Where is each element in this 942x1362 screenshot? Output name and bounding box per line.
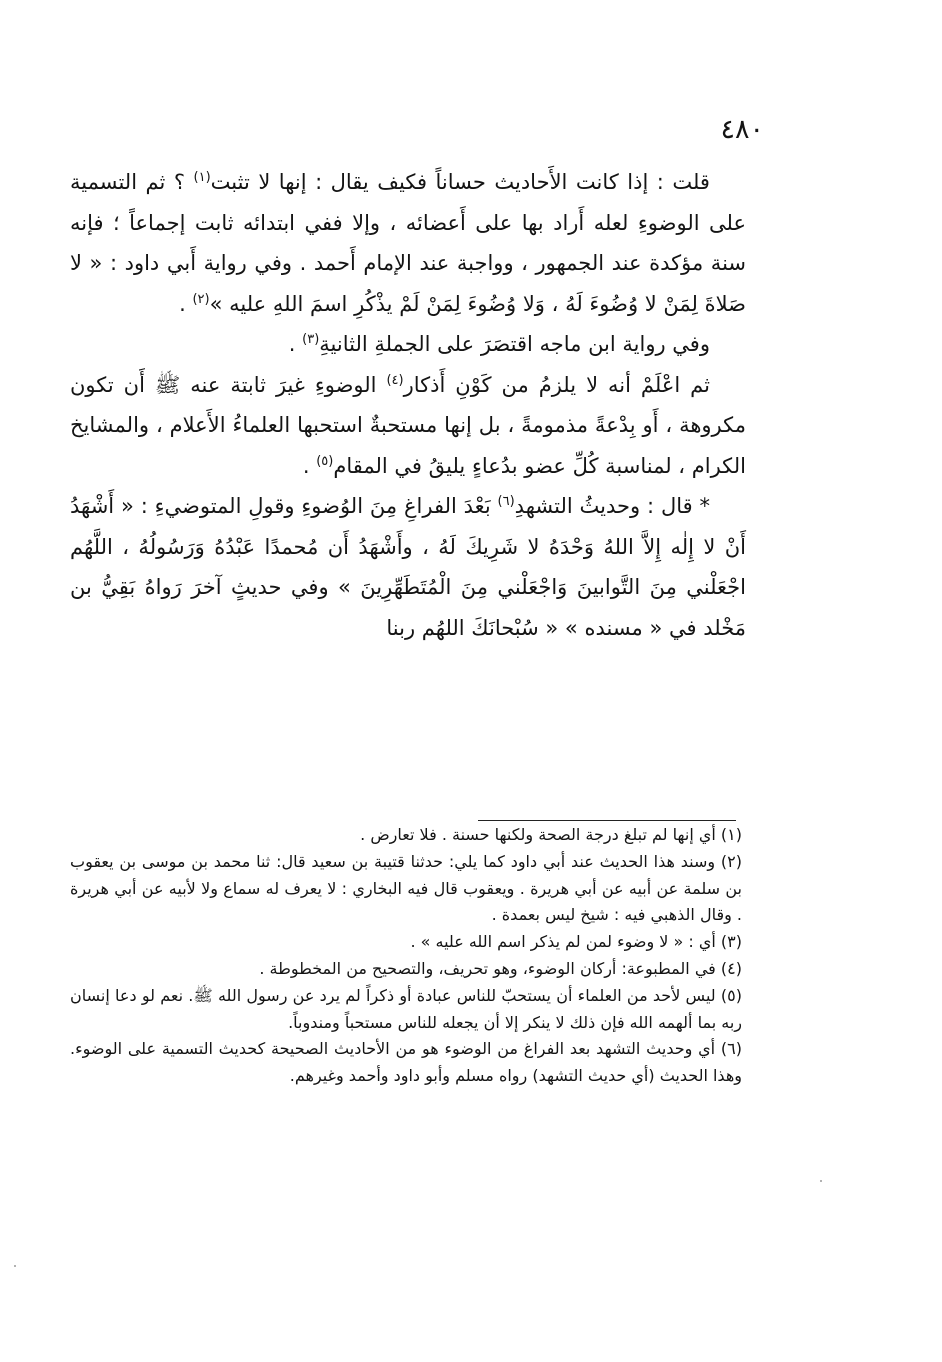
footnote-6: (٦) أي وحديث التشهد بعد الفراغ من الوضوء هو من الأحاديث الصحيحة كحديث التسمية على الوضوء. وهذا الحديث (أي حديث التشهد) رواه مسلم وأبو داود وأحمد وغيرهم.: [70, 1039, 742, 1086]
paragraph-4-continuation: بَعْدَ الفراغِ مِنَ الوُضوءِ وقولِ المتوضيءِ : « أَشْهَدُ أَنْ لا إِلٰه إِلاَّ اللهُ وَحْدَهُ لا شَرِيكَ لَهُ ، وأَشْهَدُ أَن مُحمدًا عَبْدُهُ وَرَسُولُهُ ، اللَّهُم اجْعَلْني مِنَ التَّوابينَ وَاجْعَلْني مِنَ الْمُتَطَهِّرِينَ » وفي حديثٍ آخرَ رَواهُ بَقِيُّ بن مَخْلد في « مسنده » « سُبْحانَكَ اللهُم ربنا: [70, 494, 746, 640]
paragraph-2: [70, 324, 746, 365]
paragraph-2-end: .: [288, 332, 303, 356]
footnotes: [70, 822, 742, 1090]
paragraph-1-text: قلت : إذا كانت الأَحاديث حساناً فكيف يقال : إنها لا تثبت: [210, 170, 710, 194]
main-text: [70, 162, 746, 648]
footnote-separator: [478, 820, 736, 821]
footnote-ref-2[interactable]: (٢): [192, 291, 210, 307]
page-number: ٤٨٠: [720, 114, 764, 145]
footnote-2: (٢) وسند هذا الحديث عند أبي داود كما يلي: حدثنا قتيبة بن سعيد قال: ثنا محمد بن موسى بن يعقوب بن سلمة عن أبيه عن أبي هريرة . ويعقوب قال فيه البخاري : لا يعرف له سماع ولا لأبيه عن أبي هريرة . وقال الذهبي فيه : شيخ ليس بعمدة .: [70, 851, 742, 925]
paragraph-3: [70, 365, 746, 487]
paragraph-3-end: .: [302, 453, 317, 478]
paragraph-4: [70, 486, 746, 648]
footnote-5: (٥) ليس لأحد من العلماء أن يستحبّ للناس عبادة أو ذكراً لم يرد عن رسول الله ﷺ. نعم لو دعا إنسان ربه بما ألهمه الله فإن ذلك لا ينكر إلا أن يجعله للناس مستحباً ومندوباً.: [70, 985, 742, 1032]
paragraph-1-continuation: ؟ ثم التسمية على الوضوءِ لعله أَراد بها على أَعضائه ، وإلا ففي ابتدائه ثابت إجماعاً ؛ فإنه سنة مؤكدة عند الجمهور ، وواجبة عند الإمام أَحمد . وفي رواية أَبي داود : « لا صَلاةَ لِمَنْ لا وُضُوءَ لَهُ ، وَلا وُضُوءَ لِمَنْ لَمْ يذْكُرِ اسمَ اللهِ عليه »: [70, 170, 746, 316]
footnote-ref-1[interactable]: (١): [193, 170, 211, 185]
paragraph-4-text: * قال : وحديثُ التشهدِ: [514, 494, 710, 518]
paragraph-1: [70, 162, 746, 324]
paragraph-3-continuation: الوضوءِ غيرَ ثابتة عنه ﷺ أَن تكون مكروهة ، أَو بِدْعةً مذمومةً ، بل إنها مستحبةٌ استحبها العلماءُ الأَعلام ، والمشايخ الكرام ، لمناسبة كُلِّ عضو بدُعاءٍ يليقُ في المقام: [70, 372, 746, 478]
paragraph-3-text: ثم اعْلَمْ أنه لا يلزمُ من كَوْنِ أَذكار: [403, 372, 710, 397]
footnote-3: (٣) أي : « لا وضوء لمن لم يذكر اسم الله عليه » .: [410, 932, 742, 952]
footnote-ref-5[interactable]: (٥): [316, 453, 334, 469]
paragraph-1-end: .: [179, 291, 193, 316]
footnote-4: (٤) في المطبوعة: أركان الوضوء، وهو تحريف، والتصحيح من المخطوطة .: [259, 958, 742, 978]
footnote-ref-4[interactable]: (٤): [386, 372, 404, 388]
scan-speck: [14, 1265, 16, 1267]
footnote-ref-3[interactable]: (٣): [302, 332, 320, 347]
footnote-1: (١) أي إنها لم تبلغ درجة الصحة ولكنها حسنة . فلا تعارض .: [360, 825, 742, 844]
scan-speck: [820, 1180, 822, 1182]
paragraph-2-text: وفي رواية ابن ماجه اقتصَرَ على الجملةِ الثانيةِ: [319, 332, 710, 356]
footnote-ref-6[interactable]: (٦): [497, 494, 515, 509]
